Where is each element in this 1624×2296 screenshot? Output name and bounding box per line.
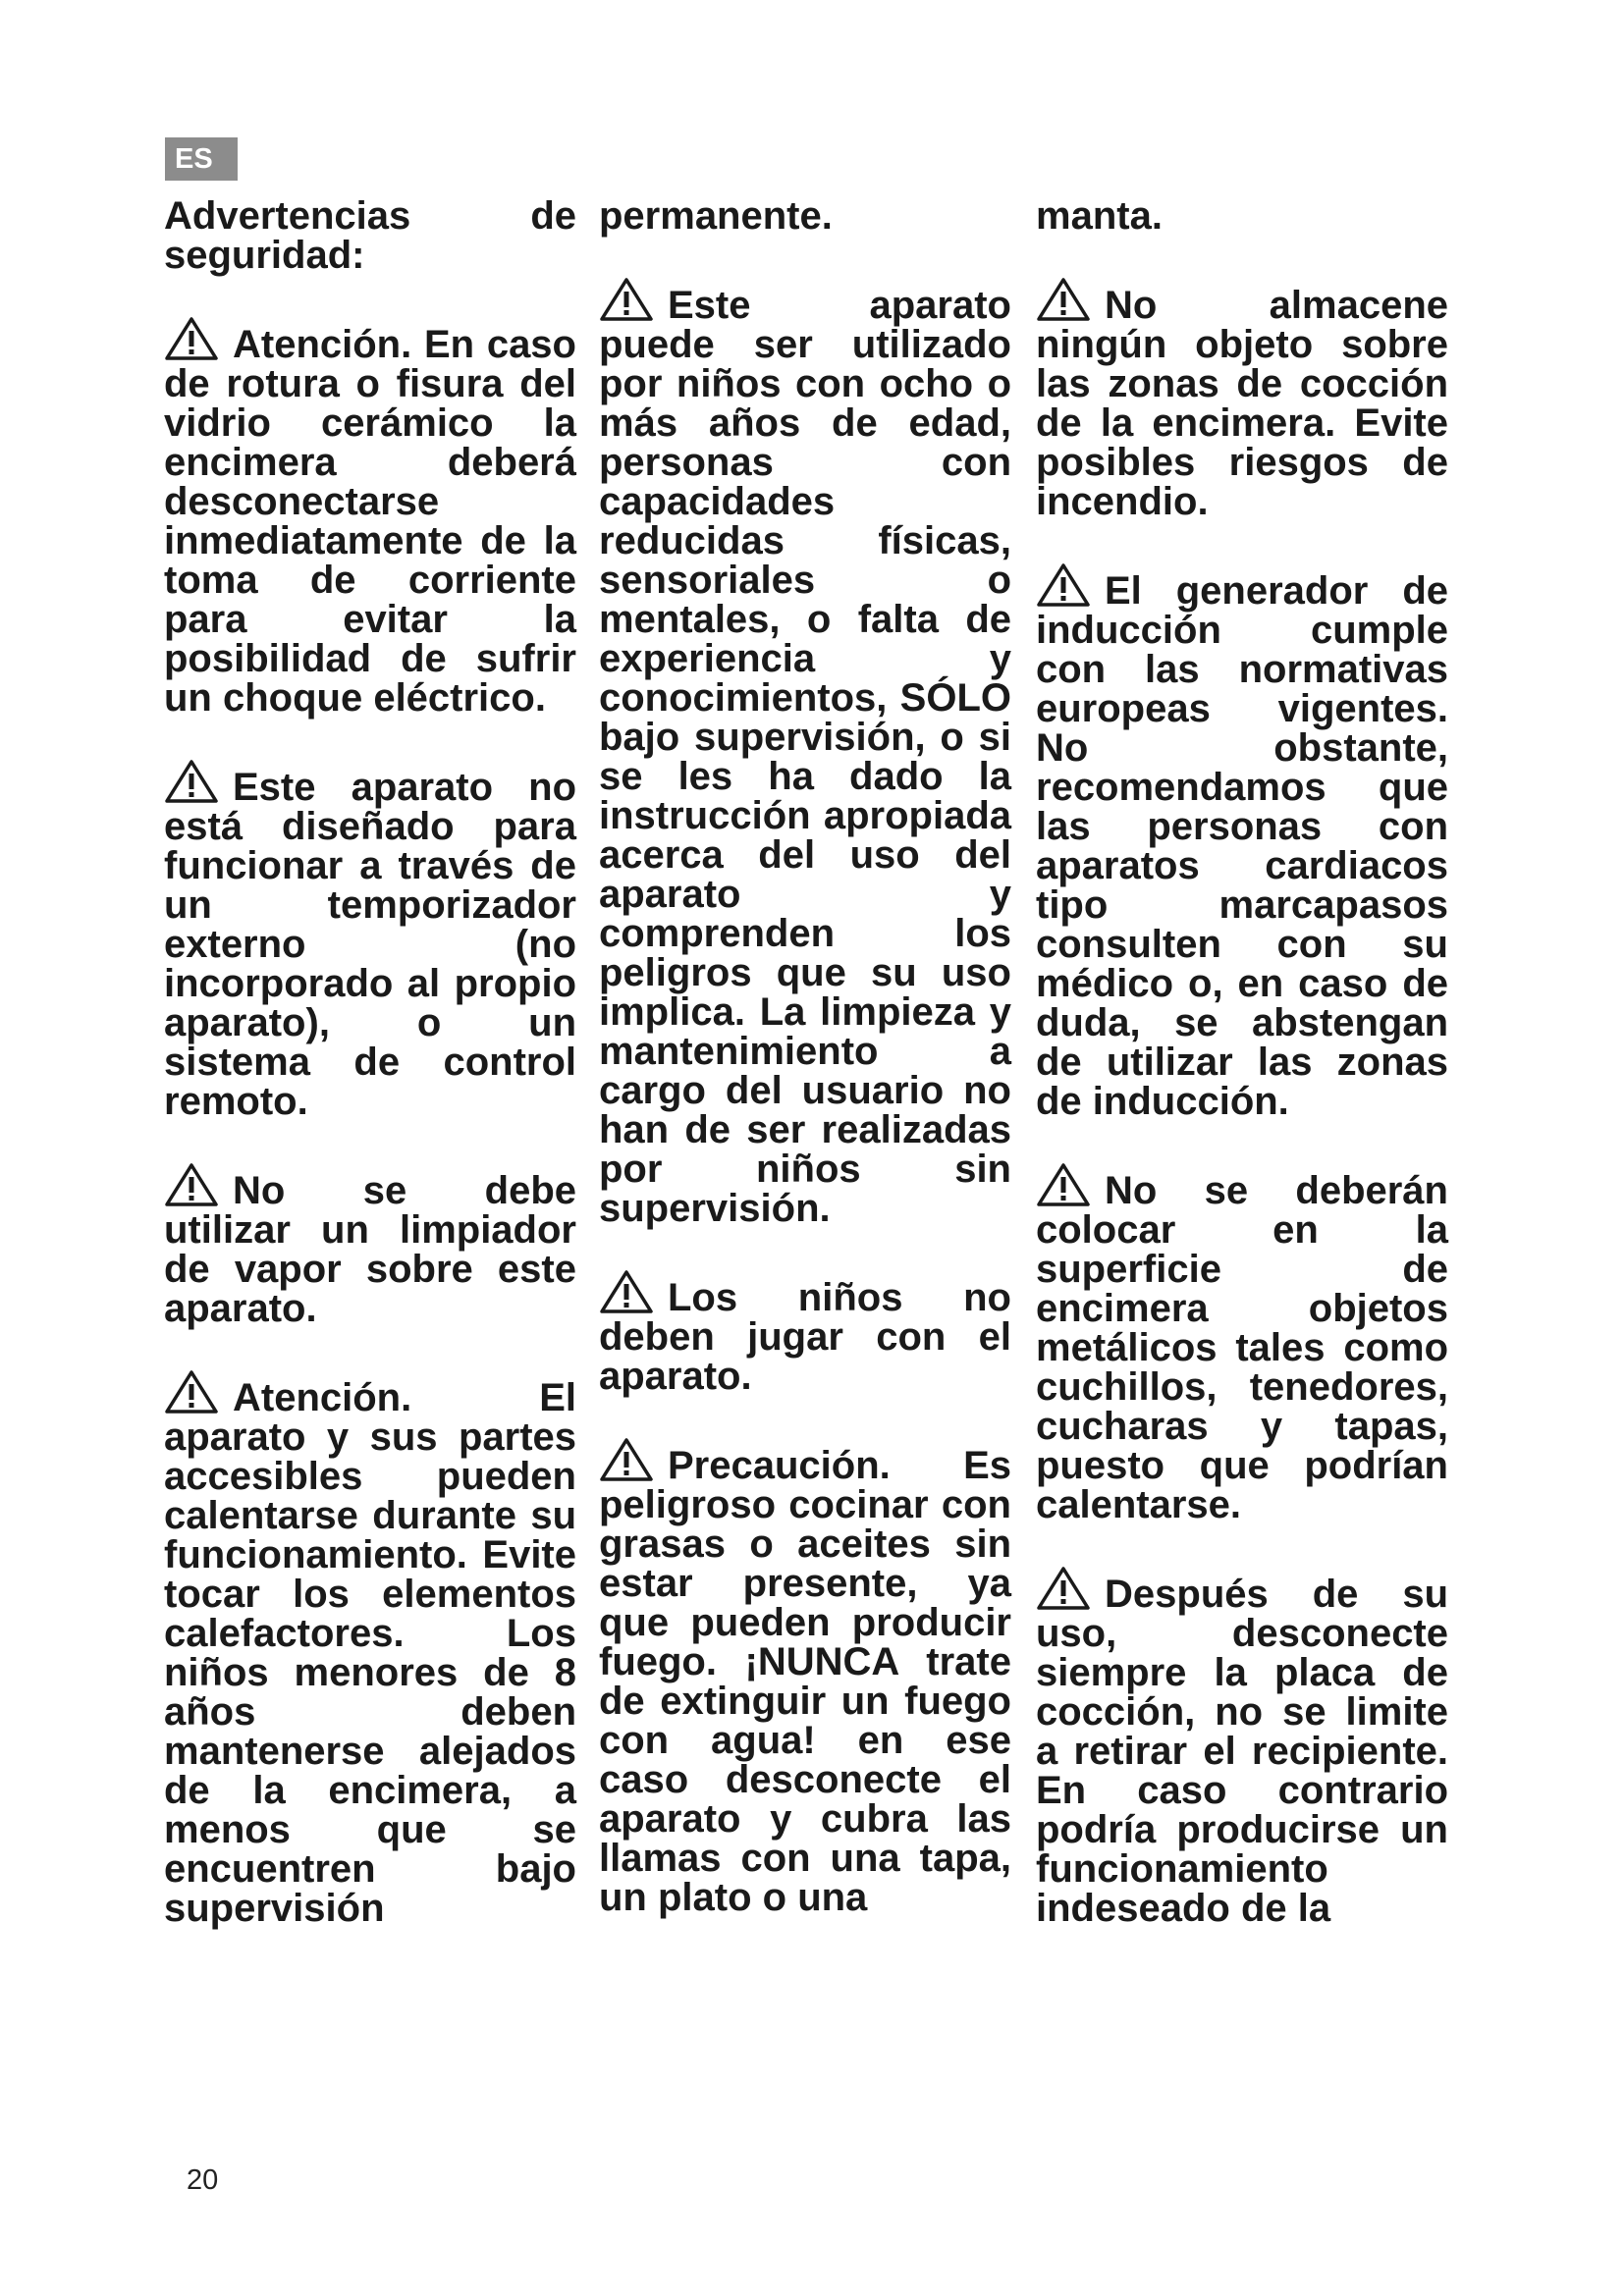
warning-triangle-icon bbox=[1036, 1566, 1091, 1611]
warning-triangle-icon bbox=[599, 1269, 654, 1314]
warning-paragraph: No almacene ningún objeto sobre las zonas de cocción de la encimera. Evite posibles riesgos de incendio. bbox=[1036, 277, 1448, 521]
text-column-1 bbox=[164, 196, 576, 1969]
warning-triangle-icon bbox=[164, 1369, 219, 1415]
warning-paragraph: Este aparato puede ser utilizado por niños con ocho o más años de edad, personas con capacidades reducidas físicas, sensoriales o mentales, o falta de experiencia y conocimientos, SÓLO bajo supervisión, o si se les ha dado la instrucción apropiada acerca del uso del aparato y comprenden los peligros que su uso implica. La limpieza y mantenimiento a cargo del usuario no han de ser realizadas por niños sin supervisión. bbox=[599, 277, 1011, 1228]
warning-paragraph: Este aparato no está diseñado para funcionar a través de un temporizador externo (no incorporado al propio aparato), o un sistema de control remoto. bbox=[164, 759, 576, 1121]
continued-text: permanente. bbox=[599, 194, 833, 238]
warning-triangle-icon bbox=[599, 1437, 654, 1482]
warning-paragraph: No se debe utilizar un limpiador de vapor sobre este aparato. bbox=[164, 1162, 576, 1328]
warning-paragraph: Atención. En caso de rotura o fisura del vidrio cerámico la encimera deberá desconectarse inmediatamente de la toma de corriente para evitar la posibilidad de sufrir un choque eléctrico. bbox=[164, 316, 576, 718]
warning-triangle-icon bbox=[599, 277, 654, 322]
warning-paragraph: Los niños no deben jugar con el aparato. bbox=[599, 1269, 1011, 1396]
page-number: 20 bbox=[187, 2164, 219, 2196]
warning-triangle-icon bbox=[164, 316, 219, 361]
warning-triangle-icon bbox=[164, 1162, 219, 1207]
warning-triangle-icon bbox=[1036, 277, 1091, 322]
continued-text: manta. bbox=[1036, 194, 1163, 238]
warning-triangle-icon bbox=[1036, 1162, 1091, 1207]
warning-paragraph: No se deberán colocar en la superficie de encimera objetos metálicos tales como cuchillos, tenedores, cucharas y tapas, puesto que podrían calentarse. bbox=[1036, 1162, 1448, 1524]
warning-paragraph: Atención. El aparato y sus partes accesibles pueden calentarse durante su funcionamiento. Evite tocar los elementos calefactores. Los niños menores de 8 años deben mantenerse alejados de la encimera, a menos que se encuentren bajo supervisión bbox=[164, 1369, 576, 1928]
warning-triangle-icon bbox=[1036, 562, 1091, 608]
language-badge: ES bbox=[165, 137, 238, 181]
warning-triangle-icon bbox=[164, 759, 219, 804]
warning-paragraph: Precaución. Es peligroso cocinar con grasas o aceites sin estar presente, ya que pueden producir fuego. ¡NUNCA trate de extinguir un fuego con agua! en ese caso desconecte el aparato y cubra las llamas con una tapa, un plato o una bbox=[599, 1437, 1011, 1917]
warning-paragraph: Después de su uso, desconecte siempre la placa de cocción, no se limite a retirar el recipiente. En caso contrario podría producirse un funcionamiento indeseado de la bbox=[1036, 1566, 1448, 1928]
text-column-3 bbox=[1036, 196, 1448, 1969]
warning-paragraph: El generador de inducción cumple con las normativas europeas vigentes. No obstante, recomendamos que las personas con aparatos cardiacos tipo marcapasos consulten con su médico o, en caso de duda, se abstengan de utilizar las zonas de inducción. bbox=[1036, 562, 1448, 1121]
section-title: Advertencias de seguridad: bbox=[164, 194, 576, 277]
text-column-2 bbox=[599, 196, 1011, 1958]
